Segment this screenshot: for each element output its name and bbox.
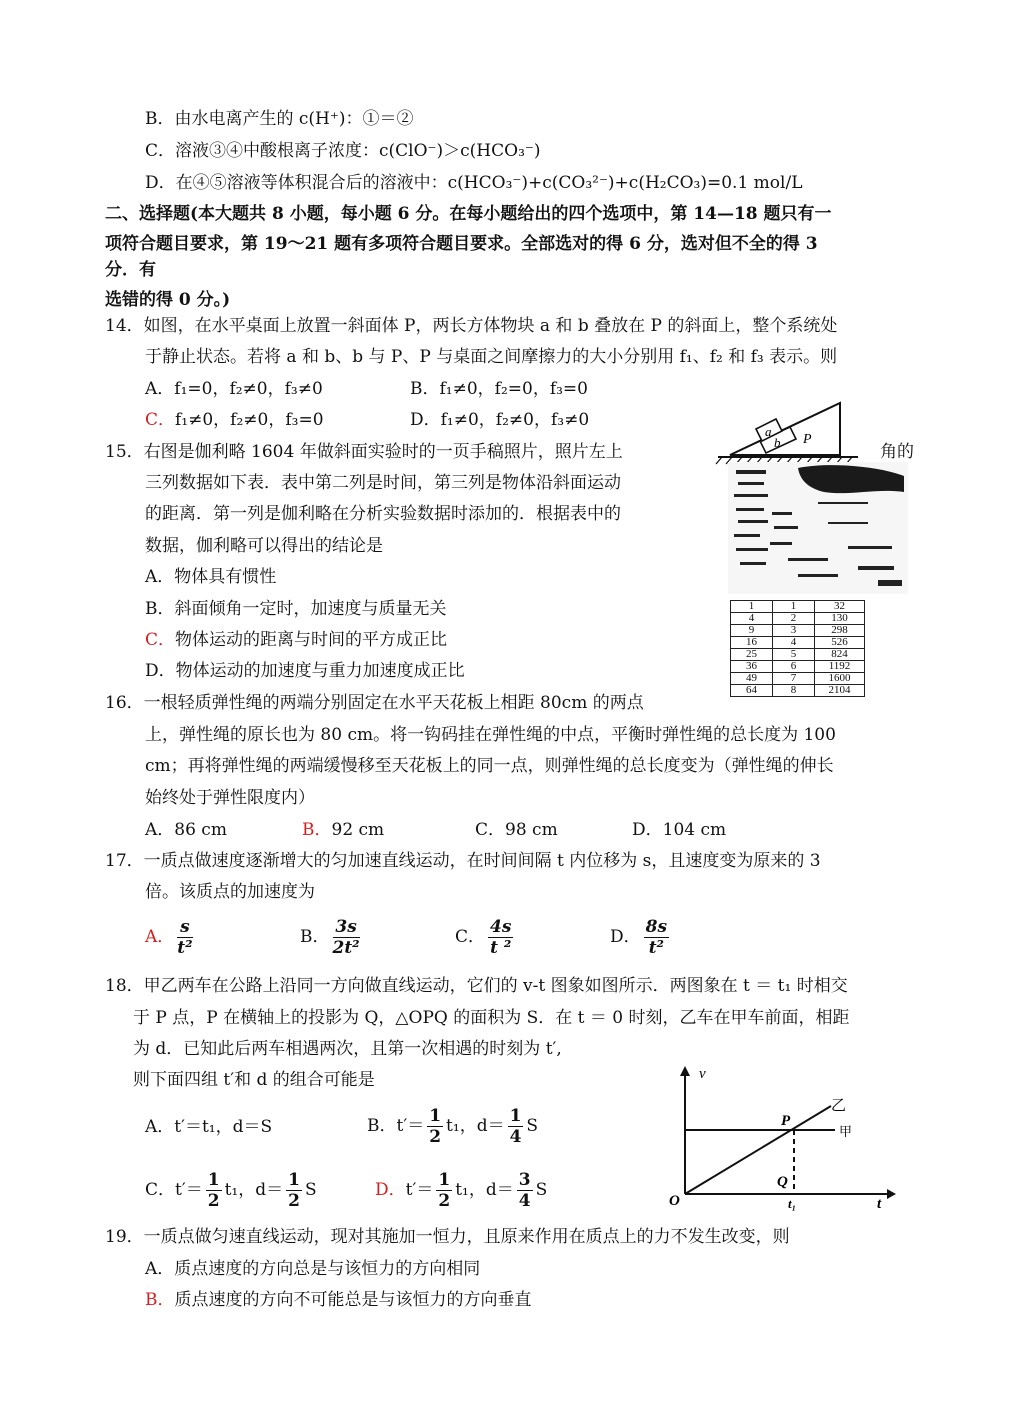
section-heading-line3: 分．有 xyxy=(105,260,156,280)
q19-stem-line1: 19．一质点做匀速直线运动，现对其施加一恒力，且原来作用在质点上的力不发生改变，则 xyxy=(105,1227,790,1247)
q17-option-c: C． $\frac{4s}{\text{t ²}}$ xyxy=(455,917,512,958)
q18-option-a: A．t′＝t₁，d＝S xyxy=(145,1117,273,1137)
table-row: 1 1 32 xyxy=(731,601,865,613)
q17-stem-line1: 17．一质点做速度逐渐增大的匀加速直线运动，在时间间隔 t 内位移为 s，且速度变为原来的 3 xyxy=(105,851,821,871)
q15-option-b: B．斜面倾角一定时，加速度与质量无关 xyxy=(145,599,447,619)
table-row: 16 4 526 xyxy=(731,637,865,649)
q16-stem-line2: 上，弹性绳的原长也为 80 cm。将一钩码挂在弹性绳的中点，平衡时弹性绳的总长度为 100 xyxy=(145,725,836,745)
q16-stem-line1: 16．一根轻质弹性绳的两端分别固定在水平天花板上相距 80cm 的两点 xyxy=(105,693,644,713)
q16-option-b: B．92 cm xyxy=(302,820,385,840)
vt-graph xyxy=(655,1062,900,1212)
table-row: 64 8 2104 xyxy=(731,685,865,697)
q14-option-b: B．f₁≠0，f₂=0，f₃=0 xyxy=(410,379,588,399)
section-heading-line2: 项符合题目要求，第 19～21 题有多项符合题目要求。全部选对的得 6 分，选对但不全的得 3 xyxy=(105,234,818,254)
q15-option-d: D．物体运动的加速度与重力加速度成正比 xyxy=(145,661,465,681)
q15-stem-line2: 三列数据如下表．表中第二列是时间，第三列是物体沿斜面运动 xyxy=(145,473,621,493)
q16-option-d: D．104 cm xyxy=(632,820,727,840)
table-row: 9 3 298 xyxy=(731,625,865,637)
table-row: 25 5 824 xyxy=(731,649,865,661)
section-heading-line4: 选错的得 0 分。) xyxy=(105,290,231,310)
label-v: v xyxy=(699,1066,706,1082)
q15-stem-line4: 数据，伽利略可以得出的结论是 xyxy=(145,536,383,556)
q13-option-c: C．溶液③④中酸根离子浓度：c(ClO⁻)＞c(HCO₃⁻) xyxy=(145,141,541,161)
q15-option-c: C．物体运动的距离与时间的平方成正比 xyxy=(145,630,448,650)
q14-option-d: D．f₁≠0，f₂≠0，f₃≠0 xyxy=(410,410,590,430)
q18-stem-line4: 则下面四组 t′和 d 的组合可能是 xyxy=(133,1070,375,1090)
q13-option-b: B．由水电离产生的 c(H⁺)：①＝② xyxy=(145,109,414,129)
label-yi: 乙 xyxy=(831,1096,847,1114)
table-row: 36 6 1192 xyxy=(731,661,865,673)
table-row: 4 2 130 xyxy=(731,613,865,625)
galileo-data-table xyxy=(730,600,865,697)
q15-stem-line1: 15．右图是伽利略 1604 年做斜面实验时的一页手稿照片，照片左上 xyxy=(105,442,623,462)
label-a: a xyxy=(765,424,772,439)
incline-figure xyxy=(712,395,862,465)
label-o: O xyxy=(669,1193,680,1209)
q15-stem-line3: 的距离．第一列是伽利略在分析实验数据时添加的．根据表中的 xyxy=(145,504,621,524)
q17-stem-line2: 倍。该质点的加速度为 xyxy=(145,882,315,902)
q14-stem-line2: 于静止状态。若将 a 和 b、b 与 P、P 与桌面之间摩擦力的大小分别用 f₁、f₂ 和 f₃ 表示。则 xyxy=(145,347,838,367)
q17-option-b: B． $\frac{3s}{\text{2t²}}$ xyxy=(300,917,360,958)
q16-option-a: A．86 cm xyxy=(145,820,227,840)
q18-option-d: D．t′＝ $\frac{1}{2}$ t₁，d＝ $\frac{3}{4}$ S xyxy=(375,1170,548,1211)
label-q: Q xyxy=(777,1174,788,1190)
q18-option-c: C．t′＝ $\frac{1}{2}$ t₁，d＝ $\frac{1}{2}$ S xyxy=(145,1170,317,1211)
q16-stem-line3: cm；再将弹性绳的两端缓慢移至天花板上的同一点，则弹性绳的总长度变为（弹性绳的伸长 xyxy=(145,756,834,776)
label-p: P xyxy=(781,1113,791,1129)
q17-option-d: D． $\frac{8s}{\text{t²}}$ xyxy=(610,917,668,958)
q17-option-a: A． $\frac{s}{\text{t²}}$ xyxy=(145,917,193,958)
q16-stem-line4: 始终处于弹性限度内） xyxy=(145,788,315,808)
label-b: b xyxy=(774,435,781,450)
table-row: 49 7 1600 xyxy=(731,673,865,685)
q15-option-a: A．物体具有惯性 xyxy=(145,567,277,587)
section-heading-line1: 二、选择题(本大题共 8 小题，每小题 6 分。在每小题给出的四个选项中，第 14—18 题只有一 xyxy=(105,204,832,224)
galileo-manuscript-photo xyxy=(728,462,908,594)
q16-option-c: C．98 cm xyxy=(475,820,558,840)
label-t1: t₁ xyxy=(788,1196,797,1211)
q18-stem-line3: 为 d．已知此后两车相遇两次，且第一次相遇的时刻为 t′, xyxy=(133,1039,562,1059)
q14-option-c: C．f₁≠0，f₂≠0，f₃=0 xyxy=(145,410,324,430)
q13-option-d: D．在④⑤溶液等体积混合后的溶液中：c(HCO₃⁻)+c(CO₃²⁻)+c(H₂CO₃)=0.1 mol/L xyxy=(145,173,803,193)
q19-option-a: A．质点速度的方向总是与该恒力的方向相同 xyxy=(145,1259,481,1279)
q19-option-b: B．质点速度的方向不可能总是与该恒力的方向垂直 xyxy=(145,1290,532,1310)
q18-option-b: B．t′＝ $\frac{1}{2}$ t₁，d＝ $\frac{1}{4}$ S xyxy=(367,1106,539,1147)
label-p: P xyxy=(803,432,812,447)
q14-option-a: A．f₁=0，f₂≠0，f₃≠0 xyxy=(145,379,323,399)
q18-stem-line1: 18．甲乙两车在公路上沿同一方向做直线运动，它们的 v-t 图象如图所示．两图象在 t ＝ t₁ 时相交 xyxy=(105,976,848,996)
q14-stem-line1: 14．如图，在水平桌面上放置一斜面体 P，两长方体物块 a 和 b 叠放在 P 的斜面上，整个系统处 xyxy=(105,316,838,336)
label-jia: 甲 xyxy=(839,1125,853,1140)
label-t: t xyxy=(877,1196,882,1212)
v-axis-arrow xyxy=(680,1066,690,1076)
line-yi xyxy=(685,1106,831,1194)
q15-stem-line1-tail: 角的 xyxy=(880,442,914,462)
q18-stem-line2: 于 P 点，P 在横轴上的投影为 Q，△OPQ 的面积为 S．在 t ＝ 0 时刻，乙车在甲车前面，相距 xyxy=(133,1008,850,1028)
t-axis-arrow xyxy=(887,1189,896,1199)
